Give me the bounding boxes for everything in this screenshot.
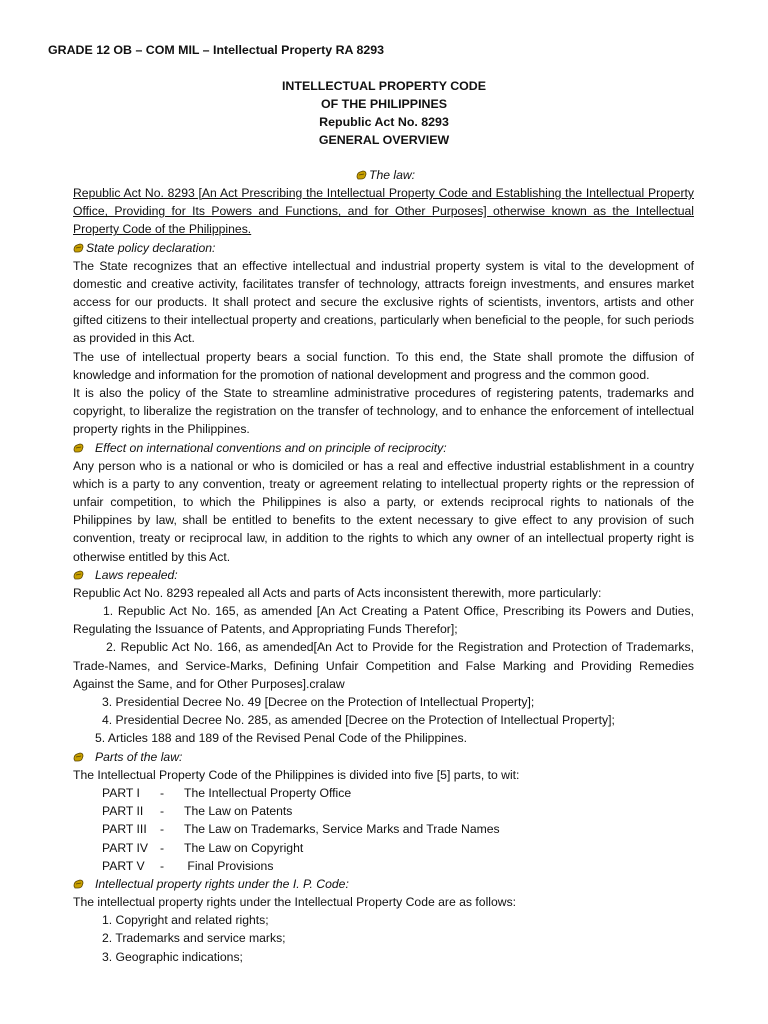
section-heading-rights — [73, 875, 694, 893]
hand-bullet-icon — [73, 879, 84, 889]
part-label: PART I — [102, 785, 140, 800]
section-heading-law — [73, 166, 694, 184]
repealed-item-1: 1. Republic Act No. 165, as amended [An Act Creating a Patent Office, Prescribing its Powers and Duties, Regulating the Issuance of Patents, and Appropriating Funds Therefor]; — [73, 604, 694, 637]
title-block — [0, 77, 768, 149]
repealed-intro: Republic Act No. 8293 repealed all Acts and parts of Acts inconsistent therewith, more particularly: — [73, 585, 602, 600]
part-row — [73, 784, 694, 802]
part-dash: - — [160, 840, 165, 855]
section-heading-label: Laws repealed: — [95, 567, 178, 582]
part-row — [73, 857, 694, 875]
repealed-item-5: 5. Articles 188 and 189 of the Revised Penal Code of the Philippines. — [95, 731, 467, 746]
part-label: PART IV — [102, 840, 149, 855]
document-body — [73, 166, 694, 966]
part-label: PART III — [102, 822, 147, 837]
part-row — [73, 839, 694, 857]
part-description: The Intellectual Property Office — [184, 785, 352, 800]
part-label: PART V — [102, 858, 145, 873]
rights-intro: The intellectual property rights under the Intellectual Property Code are as follows: — [73, 894, 517, 909]
part-description: Final Provisions — [184, 858, 274, 873]
section-heading-repealed — [73, 566, 694, 584]
law-text: Republic Act No. 8293 [An Act Prescribing the Intellectual Property Code and Establishing the Intellectual Property Office, Providing for Its Powers and Functions, and for Other Purposes] otherwise known as the Intellectual Property Code of the Philippines. — [73, 186, 694, 237]
part-row — [73, 802, 694, 820]
section-heading-effect — [73, 439, 694, 457]
policy-paragraph-2: The use of intellectual property bears a social function. To this end, the State shall promote the diffusion of knowledge and information for the promotion of national development and progress and the common good. — [73, 349, 694, 382]
effect-text: Any person who is a national or who is domiciled or has a real and effective industrial establishment in a country which is a party to any convention, treaty or agreement relating to intellectual property rights or the repression of unfair competition, to which the Philippines is also a party, or extends reciprocal rights to nationals of the Philippines by law, shall be entitled to benefits to the extent necessary to give effect to any provision of such convention, treaty or reciprocal law, in addition to the rights to which any owner of an intellectual property right is otherwise entitled by this Act. — [73, 458, 694, 564]
section-heading-policy — [73, 239, 694, 257]
repealed-item-4: 4. Presidential Decree No. 285, as amended [Decree on the Protection of Intellectual Property]; — [102, 713, 615, 728]
part-dash: - — [160, 804, 165, 819]
title-line-1: INTELLECTUAL PROPERTY CODE — [281, 79, 486, 93]
document-header: GRADE 12 OB – COM MIL – Intellectual Property RA 8293 — [48, 43, 385, 57]
section-heading-label: State policy declaration: — [86, 240, 216, 255]
section-heading-label: Effect on international conventions and on principle of reciprocity: — [95, 440, 447, 455]
section-heading-label: Intellectual property rights under the I. P. Code: — [95, 876, 349, 891]
title-line-4: GENERAL OVERVIEW — [318, 133, 450, 147]
section-heading-label: The law: — [369, 168, 416, 182]
section-heading-label: Parts of the law: — [95, 749, 183, 764]
title-line-3: Republic Act No. 8293 — [319, 115, 449, 129]
part-dash: - — [160, 822, 165, 837]
part-description: The Law on Patents — [184, 804, 293, 819]
hand-bullet-icon — [73, 443, 84, 453]
part-description: The Law on Copyright — [184, 840, 304, 855]
rights-item-1: 1. Copyright and related rights; — [102, 913, 269, 928]
part-dash: - — [160, 858, 165, 873]
policy-paragraph-1: The State recognizes that an effective intellectual and industrial property system is vital to the development of domestic and creative activity, facilitates transfer of technology, attracts foreign investments, and ensures market access for our products. It shall protect and secure the exclusive rights of scientists, inventors, artists and other gifted citizens to their intellectual property and creations, particularly when beneficial to the people, for such periods as provided in this Act. — [73, 258, 694, 346]
part-label: PART II — [102, 804, 144, 819]
rights-item-2: 2. Trademarks and service marks; — [102, 931, 286, 946]
repealed-item-2: 2. Republic Act No. 166, as amended[An Act to Provide for the Registration and Protection of Trademarks, Trade-Names, and Service-Marks, Defining Unfair Competition and False Marking and Providing Remedies Against the Same, and for Other Purposes].cralaw — [73, 640, 694, 691]
hand-bullet-icon — [356, 170, 367, 180]
part-row — [73, 820, 694, 838]
section-heading-parts — [73, 748, 694, 766]
hand-bullet-icon — [73, 243, 84, 253]
part-description: The Law on Trademarks, Service Marks and Trade Names — [184, 822, 500, 837]
title-line-2: OF THE PHILIPPINES — [321, 97, 447, 111]
rights-item-3: 3. Geographic indications; — [102, 949, 243, 964]
hand-bullet-icon — [73, 570, 84, 580]
part-dash: - — [160, 785, 165, 800]
repealed-item-3: 3. Presidential Decree No. 49 [Decree on the Protection of Intellectual Property]; — [102, 695, 535, 710]
policy-paragraph-3: It is also the policy of the State to streamline administrative procedures of registering patents, trademarks and copyright, to liberalize the registration on the transfer of technology, and to enhance the enforcement of intellectual property rights in the Philippines. — [73, 386, 694, 437]
hand-bullet-icon — [73, 752, 84, 762]
parts-intro: The Intellectual Property Code of the Philippines is divided into five [5] parts, to wit: — [73, 767, 520, 782]
